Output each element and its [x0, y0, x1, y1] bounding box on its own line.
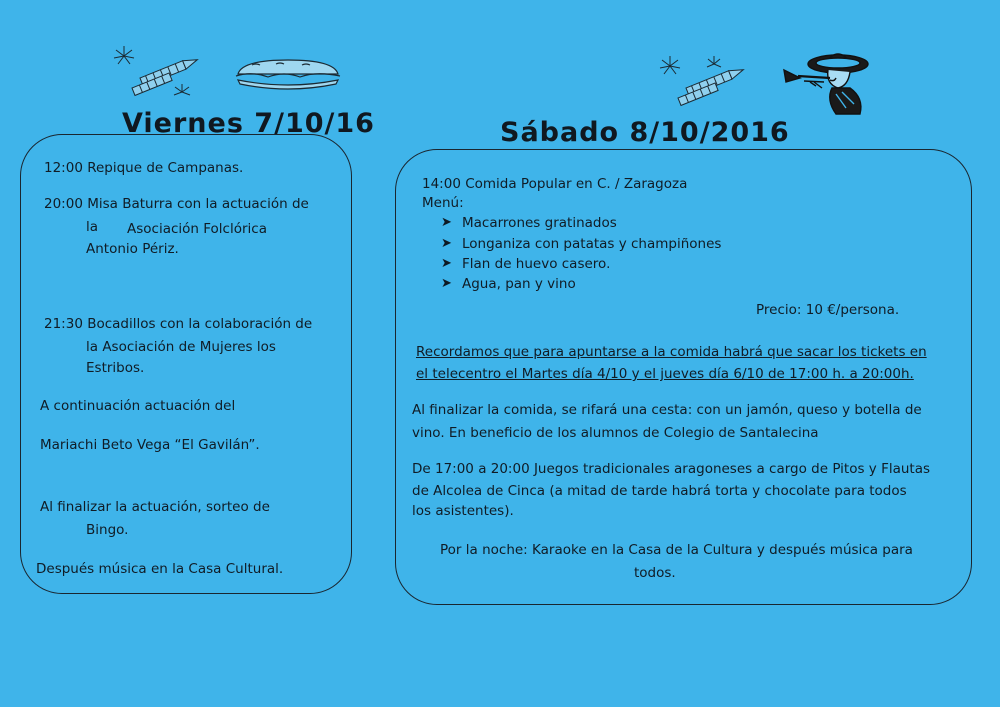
friday-line: Antonio Périz.: [86, 241, 179, 257]
arrow-bullet-icon: ➤: [441, 236, 452, 251]
friday-line: 20:00 Misa Baturra con la actuación de: [44, 196, 309, 212]
menu-item: Flan de huevo casero.: [462, 256, 611, 272]
games-line: De 17:00 a 20:00 Juegos tradicionales aragoneses a cargo de Pitos y Flautas: [412, 461, 931, 477]
reminder-line: Recordamos que para apuntarse a la comida habrá que sacar los tickets en: [416, 344, 927, 360]
saturday-title: Sábado 8/10/2016: [500, 117, 790, 148]
friday-line: Bingo.: [86, 522, 129, 538]
night-line: Por la noche: Karaoke en la Casa de la Cultura y después música para: [440, 542, 913, 558]
games-line: los asistentes).: [412, 503, 514, 519]
fireworks-rocket-icon: [656, 54, 756, 110]
friday-line: Después música en la Casa Cultural.: [36, 561, 284, 577]
friday-line: Estribos.: [86, 360, 145, 376]
friday-line: 21:30 Bocadillos con la colaboración de: [44, 316, 313, 332]
sandwich-icon: [232, 56, 344, 94]
mariachi-trumpeter-icon: [776, 48, 872, 118]
friday-line: Asociación Folclórica: [127, 221, 267, 237]
friday-line: Mariachi Beto Vega “El Gavilán”.: [40, 437, 260, 453]
arrow-bullet-icon: ➤: [441, 256, 452, 271]
fireworks-rocket-icon: [112, 44, 212, 102]
arrow-bullet-icon: ➤: [441, 215, 452, 230]
reminder-line: el telecentro el Martes día 4/10 y el jueves día 6/10 de 17:00 h. a 20:00h.: [416, 366, 914, 382]
friday-line: la Asociación de Mujeres los: [86, 339, 276, 355]
friday-title: Viernes 7/10/16: [122, 108, 375, 139]
menu-item: Agua, pan y vino: [462, 276, 576, 292]
friday-line: 12:00 Repique de Campanas.: [44, 160, 244, 176]
arrow-bullet-icon: ➤: [441, 276, 452, 291]
friday-line: la: [86, 219, 99, 235]
menu-label: Menú:: [422, 195, 464, 211]
menu-item: Longaniza con patatas y champiñones: [462, 236, 722, 252]
night-line: todos.: [634, 565, 676, 581]
lunch-line: 14:00 Comida Popular en C. / Zaragoza: [422, 176, 688, 192]
raffle-line: Al finalizar la comida, se rifará una cesta: con un jamón, queso y botella de: [412, 402, 922, 418]
menu-item: Macarrones gratinados: [462, 215, 617, 231]
raffle-line: vino. En beneficio de los alumnos de Colegio de Santalecina: [412, 425, 819, 441]
games-line: de Alcolea de Cinca (a mitad de tarde habrá torta y chocolate para todos: [412, 483, 907, 499]
price-line: Precio: 10 €/persona.: [756, 302, 900, 318]
friday-line: A continuación actuación del: [40, 398, 236, 414]
friday-line: Al finalizar la actuación, sorteo de: [40, 499, 270, 515]
